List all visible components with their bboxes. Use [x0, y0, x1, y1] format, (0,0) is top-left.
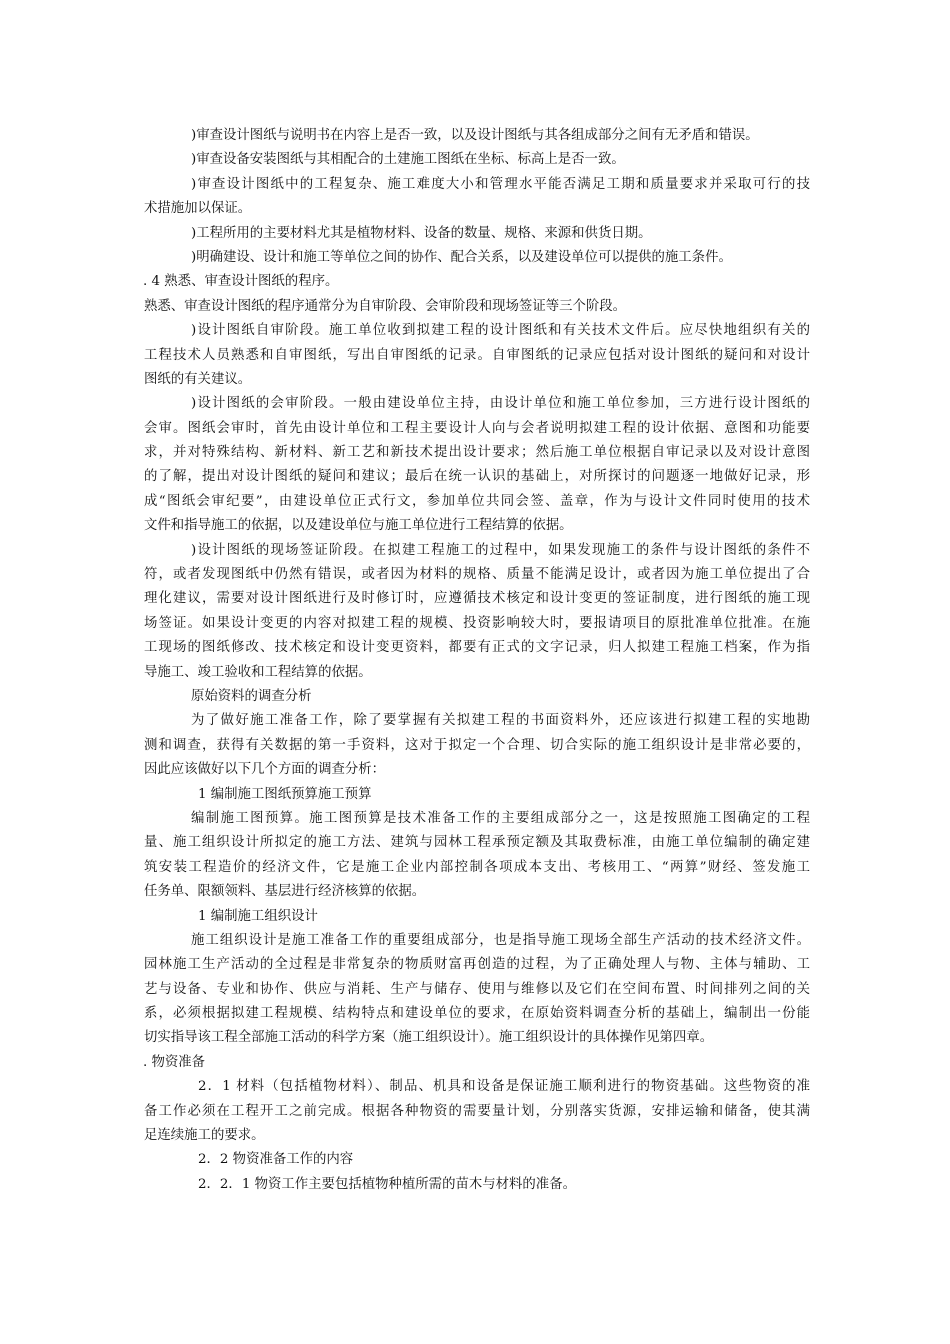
- text-line: 求，并对特殊结构、新材料、新工艺和新技术提出设计要求；然后施工单位根据自审记录以及对设计意图: [144, 445, 810, 461]
- document-body: [144, 124, 810, 1197]
- document-page: [144, 124, 810, 1197]
- text-line: )审查设计图纸与说明书在内容上是否一致，以及设计图纸与其各组成部分之间有无矛盾和错误。: [191, 128, 759, 143]
- text-line: 成“图纸会审纪要”，由建设单位正式行文，参加单位共同会签、盖章，作为与设计文件同时使用的技术: [144, 493, 810, 509]
- text-line: 图纸的有关建议。: [144, 371, 252, 387]
- text-line: 任务单、限额领料、基层进行经济核算的依据。: [144, 884, 426, 900]
- text-line: )设计图纸的会审阶段。一般由建设单位主持，由设计单位和施工单位参加，三方进行设计图纸的: [191, 396, 810, 412]
- text-line: )工程所用的主要材料尤其是植物材料、设备的数量、规格、来源和供货日期。: [191, 225, 652, 241]
- text-line: 理化建议，需要对设计图纸进行及时修订时，应遵循技术核定和设计变更的签证制度，进行图纸的施工现: [144, 591, 810, 607]
- text-line: 系，必须根据拟建工程规模、结构特点和建设单位的要求，在原始资料调查分析的基础上，编制出一份能: [144, 1006, 810, 1022]
- text-line: 工现场的图纸修改、技术核定和设计变更资料，都要有正式的文字记录，归人拟建工程施工档案，作为指: [144, 640, 810, 656]
- text-line: 园林施工生产活动的全过程是非常复杂的物质财富再创造的过程，为了正确处理人与物、主体与辅助、工: [144, 957, 810, 973]
- text-line: 2．2．1 物资工作主要包括植物种植所需的苗木与材料的准备。: [198, 1176, 576, 1192]
- text-line: 文件和指导施工的依据，以及建设单位与施工单位进行工程结算的依据。: [144, 518, 573, 534]
- text-line: )明确建设、设计和施工等单位之间的协作、配合关系，以及建设单位可以提供的施工条件。: [191, 249, 732, 265]
- text-line: 2．1 材料（包括植物材料）、制品、机具和设备是保证施工顺利进行的物资基础。这些物资的准: [198, 1079, 810, 1095]
- text-line: 筑安装工程造价的经济文件，它是施工企业内部控制各项成本支出、考核用工、“两算”财经、签发施工: [144, 859, 810, 875]
- text-line: 量、施工组织设计所拟定的施工方法、建筑与园林工程承预定额及其取费标准，由施工单位编制的确定建: [144, 835, 810, 851]
- text-line: 施工组织设计是施工准备工作的重要组成部分，也是指导施工现场全部生产活动的技术经济文件。: [191, 932, 810, 948]
- text-line: )审查设计图纸中的工程复杂、施工难度大小和管理水平能否满足工期和质量要求并采取可行的技: [191, 176, 810, 192]
- text-line: 会审。图纸会审时，首先由设计单位和工程主要设计人向与会者说明拟建工程的设计依据、意图和功能要: [144, 420, 810, 436]
- text-line: . 物资准备: [143, 1054, 206, 1070]
- text-line: )设计图纸的现场签证阶段。在拟建工程施工的过程中，如果发现施工的条件与设计图纸的条件不: [191, 542, 810, 558]
- text-line: 因此应该做好以下几个方面的调查分析：: [144, 762, 386, 778]
- text-line: 原始资料的调查分析: [191, 688, 312, 704]
- text-line: 的了解，提出对设计图纸的疑问和建议；最后在统一认识的基础上，对所探讨的问题逐一地做好记录，形: [144, 469, 810, 485]
- text-line: 符，或者发现图纸中仍然有错误，或者因为材料的规格、质量不能满足设计，或者因为施工单位提出了合: [144, 567, 810, 583]
- text-line: 1 编制施工图纸预算施工预算: [198, 786, 372, 802]
- text-line: 1 编制施工组织设计: [198, 908, 318, 924]
- text-line: 场签证。如果设计变更的内容对拟建工程的规模、投资影响较大时，要报请项目的原批准单位批准。在施: [144, 615, 810, 631]
- text-line: 编制施工图预算。施工图预算是技术准备工作的主要组成部分之一，这是按照施工图确定的工程: [191, 810, 810, 826]
- text-line: 2．2 物资准备工作的内容: [198, 1152, 354, 1168]
- text-line: 为了做好施工准备工作，除了要掌握有关拟建工程的书面资料外，还应该进行拟建工程的实地勘: [191, 713, 810, 729]
- text-line: 备工作必须在工程开工之前完成。根据各种物资的需要量计划，分别落实货源，安排运输和储备，使其满: [144, 1103, 810, 1119]
- text-line: 熟悉、审查设计图纸的程序通常分为自审阶段、会审阶段和现场签证等三个阶段。: [144, 298, 627, 314]
- text-line: )审查设备安装图纸与其相配合的土建施工图纸在坐标、标高上是否一致。: [191, 152, 625, 168]
- text-line: 切实指导该工程全部施工活动的科学方案（施工组织设计）。施工组织设计的具体操作见第四章。: [144, 1030, 714, 1046]
- text-line: 术措施加以保证。: [144, 201, 252, 217]
- text-line: 测和调查，获得有关数据的第一手资料，这对于拟定一个合理、切合实际的施工组织设计是非常必要的，: [144, 737, 810, 753]
- text-line: 工程技术人员熟悉和自审图纸，写出自审图纸的记录。自审图纸的记录应包括对设计图纸的疑问和对设计: [144, 347, 810, 363]
- text-line: 导施工、竣工验收和工程结算的依据。: [144, 664, 372, 680]
- text-line: 艺与设备、专业和协作、供应与消耗、生产与储存、使用与维修以及它们在空间布置、时间排列之间的关: [144, 981, 810, 997]
- text-line: 足连续施工的要求。: [144, 1128, 265, 1144]
- text-line: . 4 熟悉、审查设计图纸的程序。: [143, 274, 339, 290]
- text-line: )设计图纸自审阶段。施工单位收到拟建工程的设计图纸和有关技术文件后。应尽快地组织有关的: [191, 323, 810, 339]
